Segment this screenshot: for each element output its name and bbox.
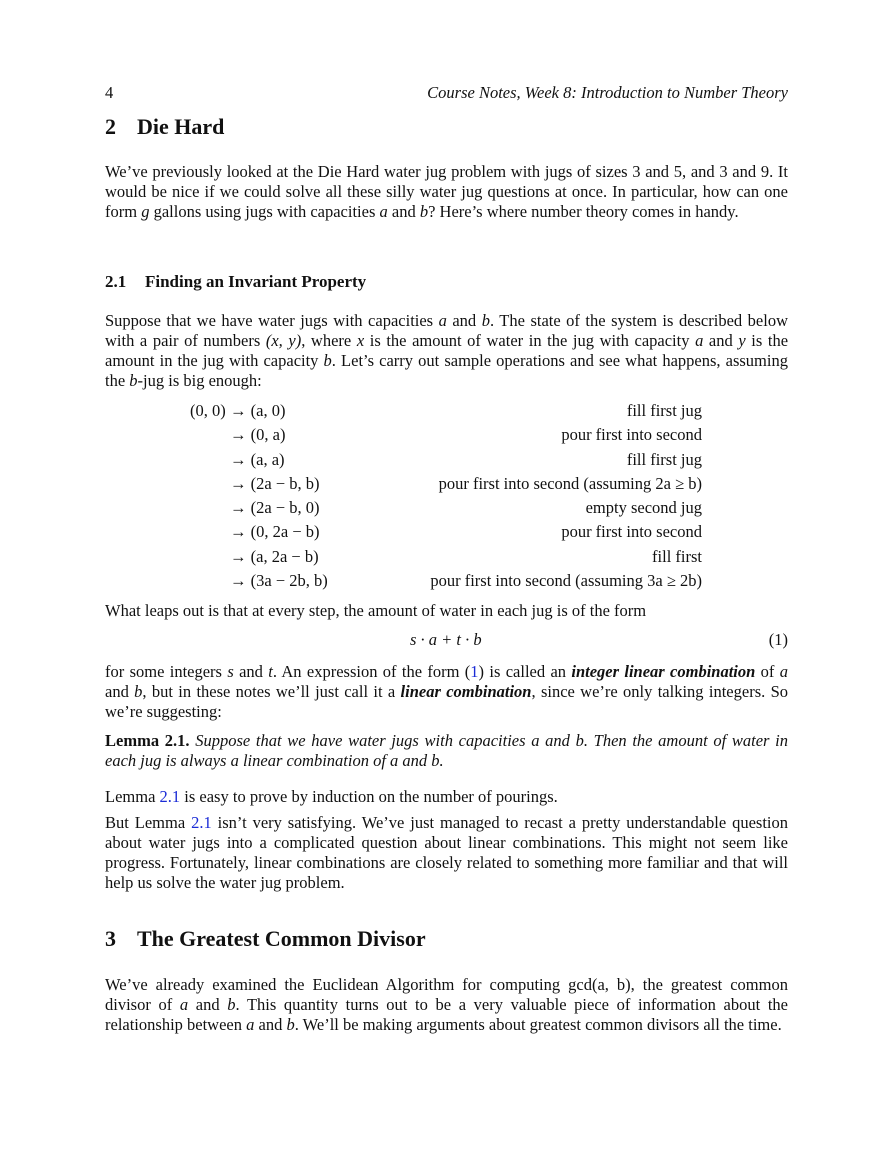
math-var: s bbox=[227, 662, 234, 681]
text-run: . We’ll be making arguments about greatest common divisors all the time. bbox=[294, 1015, 782, 1034]
math-var: b bbox=[227, 995, 236, 1014]
operation-note: fill first jug bbox=[626, 449, 702, 469]
section-title: The Greatest Common Divisor bbox=[137, 926, 426, 951]
text-run: and bbox=[446, 311, 482, 330]
defined-term: linear combination bbox=[400, 682, 532, 701]
math-var: g bbox=[141, 202, 150, 221]
math-var: b bbox=[129, 371, 138, 390]
state-transition: → (a, 0) bbox=[230, 401, 286, 420]
linear-combination-definition bbox=[105, 662, 788, 722]
subsection-title: Finding an Invariant Property bbox=[145, 272, 367, 291]
text-run: is easy to prove by induction on the number of pourings. bbox=[180, 787, 558, 806]
text-run: and bbox=[233, 662, 269, 681]
text-run: ) is called an bbox=[478, 662, 572, 681]
jug-state-derivation bbox=[190, 399, 702, 593]
section-title: Die Hard bbox=[137, 114, 225, 139]
text-run: and bbox=[105, 682, 135, 701]
math-var: a bbox=[179, 995, 189, 1014]
math-var: a bbox=[438, 311, 447, 330]
text-run: and bbox=[188, 995, 228, 1014]
math-var: a bbox=[379, 202, 388, 221]
state-transition: → (0, a) bbox=[230, 425, 286, 445]
lemma-discussion bbox=[105, 813, 788, 893]
text-run: , the greatest common divisor of bbox=[105, 975, 788, 1014]
section-2-intro bbox=[105, 162, 788, 222]
equation-number: (1) bbox=[768, 630, 788, 649]
text-run: and bbox=[703, 331, 739, 350]
initial-state: (0, 0) bbox=[190, 401, 226, 420]
state-transition: → (3a − 2b, b) bbox=[230, 571, 328, 591]
section-3-heading bbox=[105, 926, 426, 952]
operation-note: pour first into second (assuming 3a ≥ 2b) bbox=[430, 571, 702, 591]
equation-ref-link[interactable]: 1 bbox=[470, 662, 479, 681]
math-var: a bbox=[779, 662, 788, 681]
equation-1 bbox=[105, 630, 788, 652]
math-var: b bbox=[481, 311, 490, 330]
invariant-observation: What leaps out is that at every step, the amount of water in each jug is of the form bbox=[105, 601, 647, 620]
running-title: Course Notes, Week 8: Introduction to Number Theory bbox=[427, 83, 788, 102]
text-run: ? Here’s where number theory comes in handy. bbox=[428, 202, 739, 221]
state-transition: → (2a − b, 0) bbox=[230, 498, 320, 518]
math-var: b bbox=[323, 351, 332, 370]
math-var: a bbox=[695, 331, 704, 350]
text-run: and bbox=[254, 1015, 287, 1034]
text-run: We’ve previously looked at the Die Hard water jug problem with jugs of sizes 3 and 5, and 3 and 9. It would be nice if we could solve all these silly water jug questions at once. In particular, how can one form bbox=[105, 162, 788, 221]
section-number: 3 bbox=[105, 926, 116, 951]
text-run: . An expression of the form ( bbox=[272, 662, 471, 681]
section-3-intro bbox=[105, 975, 788, 1035]
subsection-2-1-heading bbox=[105, 272, 366, 292]
derivation-row bbox=[190, 520, 702, 544]
text-run: , since we’re only talking integers. So we’re suggesting: bbox=[105, 682, 788, 721]
math-var: b bbox=[286, 1015, 295, 1034]
math-var: a bbox=[246, 1015, 255, 1034]
operation-note: pour first into second bbox=[561, 522, 702, 542]
derivation-row bbox=[190, 448, 702, 472]
text-run: is the amount in the jug with capacity bbox=[105, 331, 789, 370]
text-run: But Lemma bbox=[105, 813, 192, 832]
lemma-label: Lemma 2.1. bbox=[105, 731, 190, 750]
text-run: isn’t very satisfying. We’ve just managed to recast a pretty understandable question about water jugs into a complicated question about linear combinations. This might not seem like progress. Fortunately, linear combinations are closely related to something more familiar and that will help us solve the water jug problem. bbox=[105, 813, 789, 892]
derivation-row bbox=[190, 399, 702, 423]
text-run: We’ve already examined the Euclidean Algorithm for computing bbox=[105, 975, 569, 994]
operation-note: empty second jug bbox=[585, 498, 702, 518]
text-run: . The state of the system is described below with a pair of numbers bbox=[105, 311, 788, 350]
running-header bbox=[105, 83, 788, 105]
document-page bbox=[105, 0, 788, 1155]
state-transition: → (a, 2a − b) bbox=[230, 546, 319, 566]
lemma-ref-link[interactable]: 2.1 bbox=[191, 813, 212, 832]
state-transition: → (0, 2a − b) bbox=[230, 522, 320, 542]
page-number: 4 bbox=[105, 83, 114, 102]
section-number: 2 bbox=[105, 114, 116, 139]
lemma-ref-link[interactable]: 2.1 bbox=[159, 787, 181, 806]
math-var: b bbox=[134, 682, 143, 701]
text-run: , where bbox=[301, 331, 357, 350]
text-run: , but in these notes we’ll just call it a bbox=[142, 682, 401, 701]
text-run: . Let’s carry out sample operations and see what happens, assuming the bbox=[105, 351, 788, 390]
lemma-statement: Suppose that we have water jugs with capacities a and b. Then the amount of water in each jug is always a linear combination of a and b. bbox=[105, 731, 788, 770]
derivation-row bbox=[190, 496, 702, 520]
text-run: gallons using jugs with capacities bbox=[149, 202, 380, 221]
math-var: b bbox=[419, 202, 429, 221]
defined-term: integer linear combination bbox=[571, 662, 756, 681]
state-transition: → (a, a) bbox=[230, 449, 285, 469]
math-expression: gcd(a, b) bbox=[568, 975, 631, 994]
operation-note: pour first into second bbox=[561, 425, 702, 445]
math-var: y bbox=[738, 331, 746, 350]
equation-expression: s · a + t · b bbox=[410, 630, 482, 649]
text-run: . This quantity turns out to be a very valuable piece of information about the relationship between bbox=[105, 995, 788, 1034]
derivation-row bbox=[190, 423, 702, 447]
text-run: is the amount of water in the jug with capacity bbox=[364, 331, 696, 350]
lemma-2-1 bbox=[105, 731, 788, 771]
derivation-row bbox=[190, 472, 702, 496]
subsection-2-1-paragraph bbox=[105, 311, 788, 391]
derivation-row bbox=[190, 545, 702, 569]
text-run: and bbox=[387, 202, 420, 221]
subsection-number: 2.1 bbox=[105, 272, 127, 291]
math-var: x bbox=[356, 331, 365, 350]
math-var: t bbox=[268, 662, 273, 681]
section-2-heading bbox=[105, 114, 224, 140]
derivation-row bbox=[190, 569, 702, 593]
text-run: Lemma bbox=[105, 787, 160, 806]
text-run: -jug is big enough: bbox=[137, 371, 262, 390]
operation-note: fill first jug bbox=[626, 401, 702, 420]
text-run: of bbox=[755, 662, 780, 681]
text-run: Suppose that we have water jugs with capacities bbox=[105, 311, 439, 330]
text-run: for some integers bbox=[105, 662, 228, 681]
operation-note: fill first bbox=[652, 546, 702, 566]
operation-note: pour first into second (assuming 2a ≥ b) bbox=[438, 473, 702, 493]
lemma-proof-remark bbox=[105, 787, 788, 807]
state-transition: → (2a − b, b) bbox=[230, 473, 320, 493]
math-var: (x, y) bbox=[265, 331, 302, 350]
